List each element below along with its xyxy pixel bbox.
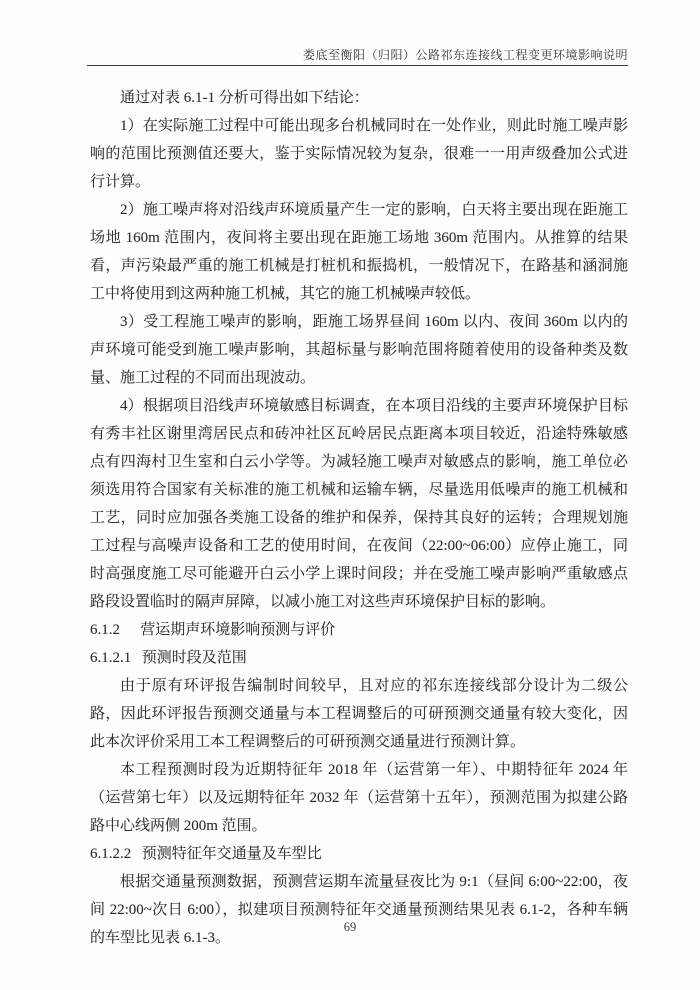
section-title: 预测时段及范围 (141, 650, 247, 666)
document-body (90, 84, 628, 952)
section-number: 6.1.2 (90, 622, 120, 638)
paragraph-conclusion-2: 2）施工噪声将对沿线声环境质量产生一定的影响，白天将主要出现在距施工场地 160m 范围内，夜间将主要出现在距施工场地 360m 范围内。从推算的结果看，声污染最严重的施工机械是打桩机和振捣机，一般情况下，在路基和涵洞施工中将使用到这两种施工机械，其它的施工机械噪声较低。 (90, 202, 628, 302)
section-heading-6-1-2-2 (90, 840, 628, 868)
paragraph-prediction-basis: 由于原有环评报告编制时间较早，且对应的祁东连接线部分设计为二级公路，因此环评报告预测交通量与本工程调整后的可研预测交通量有较大变化，因此本次评价采用工本工程调整后的可研预测交通量进行预测计算。 (90, 678, 628, 750)
running-header-title: 娄底至衡阳（归阳）公路祁东连接线工程变更环境影响说明 (302, 48, 628, 62)
paragraph-traffic-volume: 根据交通量预测数据，预测营运期车流量昼夜比为 9:1（昼间 6:00~22:00，夜间 22:00~次日 6:00），拟建项目预测特征年交通量预测结果见表 6.1-2，各种车辆的车型比见表 6.1-3。 (90, 874, 628, 946)
paragraph-prediction-years: 本工程预测时段为近期特征年 2018 年（运营第一年）、中期特征年 2024 年（运营第七年）以及远期特征年 2032 年（运营第十五年），预测范围为拟建公路路中心线两侧 200m 范围。 (90, 762, 628, 834)
section-number: 6.1.2.1 (90, 650, 132, 666)
paragraph-conclusion-4: 4）根据项目沿线声环境敏感目标调查，在本项目沿线的主要声环境保护目标有秀丰社区谢里湾居民点和砖冲社区瓦岭居民点距离本项目较近，沿途特殊敏感点有四海村卫生室和白云小学等。为减轻施工噪声对敏感点的影响，施工单位必须选用符合国家有关标准的施工机械和运输车辆，尽量选用低噪声的施工机械和工艺，同时应加强各类施工设备的维护和保养，保持其良好的运转；合理规划施工过程与高噪声设备和工艺的使用时间，在夜间（22:00~06:00）应停止施工，同时高强度施工尽可能避开白云小学上课时间段；并在受施工噪声影响严重敏感点路段设置临时的隔声屏障，以减小施工对这些声环境保护目标的影响。 (90, 398, 628, 610)
page-number: 69 (343, 920, 357, 934)
section-title: 预测特征年交通量及车型比 (141, 846, 322, 862)
paragraph-conclusion-1: 1）在实际施工过程中可能出现多台机械同时在一处作业，则此时施工噪声影响的范围比预测值还要大，鉴于实际情况较为复杂，很难一一用声级叠加公式进行计算。 (90, 118, 628, 190)
paragraph-conclusion-3: 3）受工程施工噪声的影响，距施工场界昼间 160m 以内、夜间 360m 以内的声环境可能受到施工噪声影响，其超标量与影响范围将随着使用的设备种类及数量、施工过程的不同而出现波动。 (90, 314, 628, 386)
header-rule (87, 65, 628, 66)
section-title: 营运期声环境影响预测与评价 (140, 622, 336, 638)
section-heading-6-1-2 (90, 616, 628, 644)
section-number: 6.1.2.2 (90, 846, 132, 862)
paragraph-intro: 通过对表 6.1-1 分析可得出如下结论： (120, 90, 369, 106)
section-heading-6-1-2-1 (90, 644, 628, 672)
